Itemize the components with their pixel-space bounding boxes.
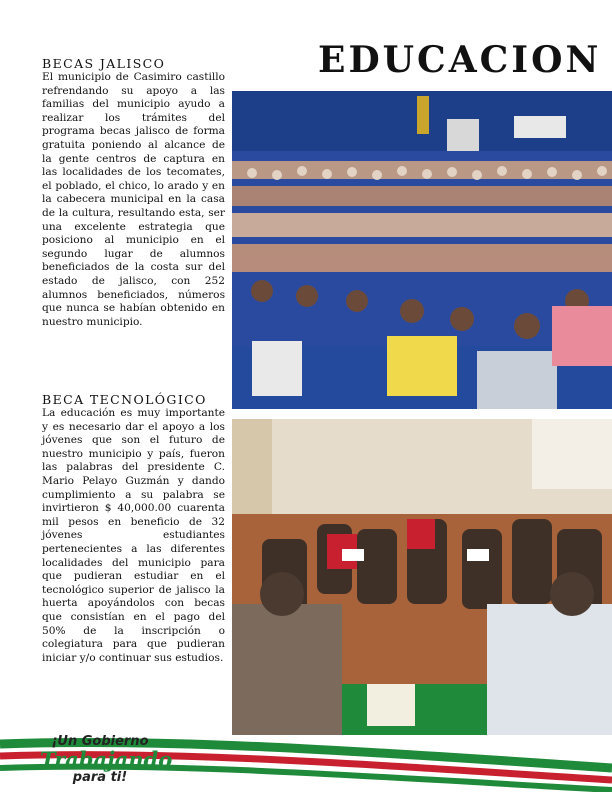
government-slogan (40, 734, 173, 785)
becas-jalisco-body: El municipio de Casimiro castillo refrendando su apoyo a las familias del municipio ayudo a realizar los trámites del programa becas jalisco de forma gratuita poniendo al alcance de la gente centros de captura en las localidades de los tecomates, el poblado, el chico, lo arado y en la cabecera municipal en la casa de la cultura, resultando esta, ser una excelente estrategia que posiciono al municipio en el segundo lugar de alumnos beneficiados de la costa sur del estado de jalisco, con 252 alumnos beneficiados, números que nunca se habían obtenido en nuestro municipio. (42, 71, 225, 328)
slogan-line-3: para ti! (72, 770, 128, 785)
beca-tecnologico-heading: BECA TECNOLÓGICO (42, 392, 207, 407)
slogan-line-2: Trabajando (40, 747, 173, 772)
becas-jalisco-heading: BECAS JALISCO (42, 56, 166, 71)
page-title: EDUCACION (318, 39, 602, 81)
beca-tecnologico-section (42, 392, 225, 665)
auditorium-photo (232, 91, 612, 409)
meeting-photo (232, 419, 612, 735)
becas-jalisco-section (42, 56, 225, 329)
slogan-line-1: ¡Un Gobierno (51, 734, 149, 749)
beca-tecnologico-body: La educación es muy importante y es necesario dar el apoyo a los jóvenes que son el futuro de nuestro municipio y país, fueron las palabras del presidente C. Mario Pelayo Guzmán y dando cumplimiento a su palabra se invirtieron $ 40,000.00 cuarenta mil pesos en beneficio de 32 jóvenes estudiantes pertenecientes a las diferentes localidades del municipio para que pudieran estudiar en el tecnológico superior de jalisco la huerta apoyándolos con becas que consistían en el pago del 50% de la inscripción o colegiatura para que pudieran iniciar y/o continuar sus estudios. (42, 407, 225, 664)
